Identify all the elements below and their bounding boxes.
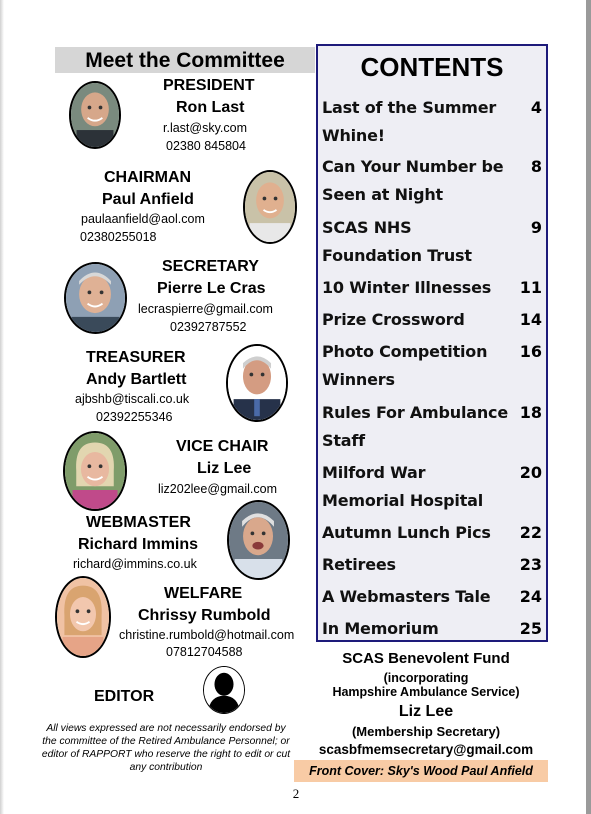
contents-box <box>316 44 548 642</box>
toc-item-title: Rules For Ambulance Staff <box>322 403 508 450</box>
chairman-name: Paul Anfield <box>102 191 194 208</box>
welfare-photo <box>55 576 111 658</box>
disclaimer: All views expressed are not necessarily endorsed by the committee of the Retired Ambulance Personnel; or editor of RAPPORT who reserve the right to edit or cut any contribution <box>41 723 291 773</box>
toc-item-page: 25 <box>519 619 542 638</box>
toc-item-page: 20 <box>519 463 542 482</box>
editor-silhouette-icon <box>203 666 245 714</box>
treasurer-name: Andy Bartlett <box>86 371 187 388</box>
webmaster-photo <box>227 500 290 580</box>
chairman-role: CHAIRMAN <box>104 169 192 186</box>
toc-item-page: 14 <box>519 310 542 329</box>
webmaster-name: Richard Immins <box>78 536 199 553</box>
toc-item-page: 23 <box>519 555 542 574</box>
fund-contact-name: Liz Lee <box>398 703 454 720</box>
president-photo <box>69 81 121 149</box>
chairman-email: paulaanfield@aol.com <box>81 212 205 226</box>
toc-item-title: Photo Competition Winners <box>322 342 488 389</box>
secretary-phone: 02392787552 <box>170 320 247 334</box>
toc-item-page: 8 <box>530 157 542 176</box>
secretary-photo <box>64 262 127 334</box>
toc-item-page: 11 <box>519 278 542 297</box>
webmaster-email: richard@immins.co.uk <box>73 557 197 571</box>
secretary-role: SECRETARY <box>162 258 259 275</box>
webmaster-role: WEBMASTER <box>86 514 191 531</box>
fund-contact-role: (Membership Secretary) <box>351 724 501 739</box>
toc-item-title: Milford War Memorial Hospital <box>322 463 484 510</box>
toc-item-title: In Memorium <box>322 619 439 638</box>
toc-item-title: Prize Crossword <box>322 310 465 329</box>
president-name: Ron Last <box>176 99 245 116</box>
page-shadow <box>0 0 4 814</box>
toc-item-page: 22 <box>519 523 542 542</box>
welfare-name: Chrissy Rumbold <box>138 607 271 624</box>
president-role: PRESIDENT <box>163 77 255 94</box>
fund-incorporating: (incorporating <box>383 671 469 685</box>
page-number: 2 <box>292 786 300 801</box>
toc-item-title: Autumn Lunch Pics <box>322 523 491 542</box>
president-phone: 02380 845804 <box>166 139 246 153</box>
fund-email: scasbfmemsecretary@gmail.com <box>318 742 534 757</box>
secretary-email: lecraspierre@gmail.com <box>138 302 273 316</box>
page-edge <box>586 0 591 814</box>
toc-item-title: Can Your Number be Seen at Night <box>322 157 504 204</box>
toc-item-page: 16 <box>519 342 542 361</box>
contents-title: CONTENTS <box>360 52 504 82</box>
treasurer-role: TREASURER <box>86 349 186 366</box>
vice-chair-photo <box>63 431 127 511</box>
welfare-email: christine.rumbold@hotmail.com <box>119 628 295 642</box>
president-email: r.last@sky.com <box>163 121 247 135</box>
committee-title: Meet the Committee <box>85 49 285 72</box>
toc-item-title: Last of the Summer Whine! <box>322 98 497 145</box>
fund-name: SCAS Benevolent Fund <box>342 650 510 667</box>
toc-item-title: SCAS NHS Foundation Trust <box>322 218 472 265</box>
toc-item-page: 18 <box>519 403 542 422</box>
toc-item-title: 10 Winter Illnesses <box>322 278 492 297</box>
committee-header <box>55 47 315 73</box>
toc-item-page: 9 <box>530 218 542 237</box>
vice-chair-email: liz202lee@gmail.com <box>158 482 277 496</box>
chairman-photo <box>243 170 297 244</box>
fund-org: Hampshire Ambulance Service) <box>332 685 520 699</box>
welfare-phone: 07812704588 <box>166 645 243 659</box>
editor-role: EDITOR <box>94 688 155 705</box>
vice-chair-role: VICE CHAIR <box>176 438 269 455</box>
toc-item-title: Retirees <box>322 555 396 574</box>
vice-chair-name: Liz Lee <box>197 460 252 477</box>
toc-item-page: 24 <box>519 587 542 606</box>
treasurer-email: ajbshb@tiscali.co.uk <box>75 392 190 406</box>
welfare-role: WELFARE <box>164 585 243 602</box>
toc-item-page: 4 <box>530 98 542 117</box>
treasurer-photo <box>226 344 288 422</box>
front-cover-banner <box>294 760 548 782</box>
treasurer-phone: 02392255346 <box>96 410 173 424</box>
front-cover-caption: Front Cover: Sky's Wood Paul Anfield <box>309 764 533 778</box>
toc-item-title: A Webmasters Tale <box>322 587 491 606</box>
secretary-name: Pierre Le Cras <box>157 280 266 297</box>
chairman-phone: 02380255018 <box>80 230 157 244</box>
